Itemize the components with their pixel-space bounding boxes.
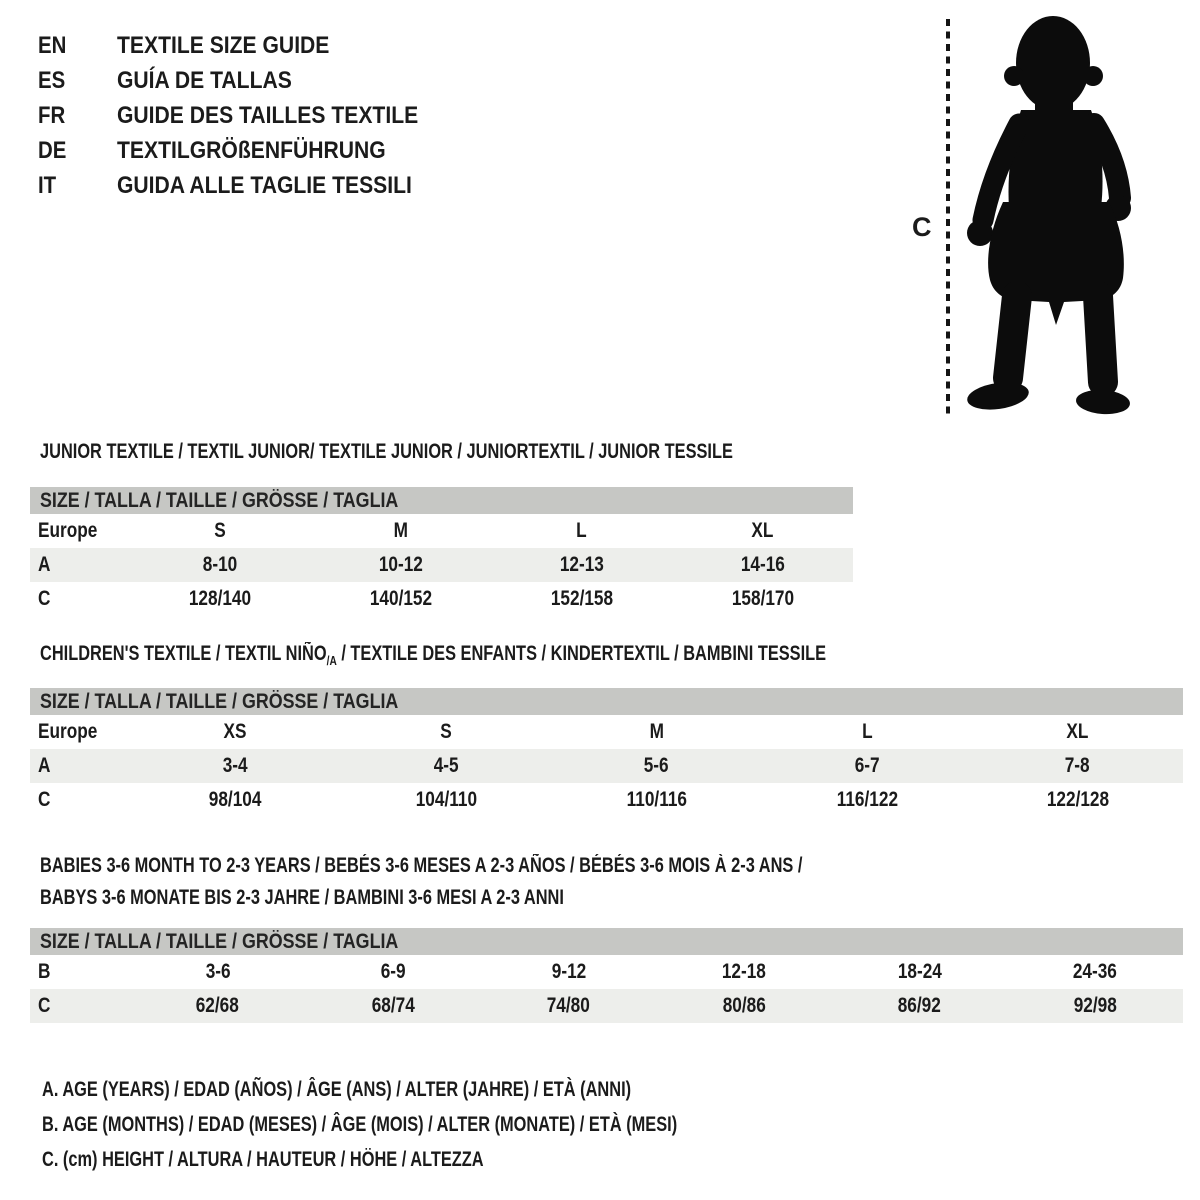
language-row bbox=[38, 133, 459, 168]
height-value: 140/152 bbox=[369, 587, 433, 610]
size-value: L bbox=[861, 720, 873, 743]
age-value: 5-6 bbox=[644, 754, 669, 777]
language-code: EN bbox=[38, 31, 67, 59]
age-value: 14-16 bbox=[740, 553, 785, 576]
language-title: TEXTILGRÖßENFÜHRUNG bbox=[117, 136, 386, 164]
language-row bbox=[38, 63, 459, 98]
junior-size-table bbox=[30, 487, 853, 616]
language-code: FR bbox=[38, 101, 66, 129]
height-value: 152/158 bbox=[550, 587, 613, 610]
language-row bbox=[38, 28, 459, 63]
legend-line-a: A. AGE (YEARS) / EDAD (AÑOS) / ÂGE (ANS) / ALTER (JAHRE) / ETÀ (ANNI) bbox=[42, 1077, 632, 1101]
row-label: B bbox=[38, 960, 51, 983]
row-label: A bbox=[38, 754, 51, 777]
age-value: 3-4 bbox=[222, 754, 248, 777]
height-value: 86/92 bbox=[898, 994, 942, 1017]
language-title: GUIDE DES TAILLES TEXTILE bbox=[117, 101, 419, 129]
size-value: M bbox=[393, 519, 409, 542]
height-value: 110/116 bbox=[626, 788, 687, 811]
height-value: 158/170 bbox=[731, 587, 794, 610]
row-label: C bbox=[38, 994, 51, 1017]
babies-size-table bbox=[30, 928, 1183, 1023]
height-value: 74/80 bbox=[547, 994, 591, 1017]
junior-section-heading: JUNIOR TEXTILE / TEXTIL JUNIOR/ TEXTILE JUNIOR / JUNIORTEXTIL / JUNIOR TESSILE bbox=[40, 440, 733, 463]
age-value: 8-10 bbox=[203, 553, 238, 576]
height-value: 92/98 bbox=[1073, 994, 1117, 1017]
height-value: 122/128 bbox=[1046, 788, 1109, 811]
height-value: 98/104 bbox=[208, 788, 262, 811]
babies-section-heading: BABIES 3-6 MONTH TO 2-3 YEARS / BEBÉS 3-6 MESES A 2-3 AÑOS / BÉBÉS 3-6 MOIS À 2-3 ANS / BABYS 3-6 MONATE BIS 2-3 JAHRE / BAMBINI 3-6 MESI A 2-3 ANNI bbox=[40, 854, 803, 909]
age-value: 3-6 bbox=[205, 960, 231, 983]
size-value: M bbox=[649, 720, 664, 743]
toddler-figure bbox=[965, 16, 1131, 416]
language-code: IT bbox=[38, 171, 57, 199]
table-row bbox=[30, 955, 1183, 989]
age-value: 12-18 bbox=[722, 960, 767, 983]
children-section-heading: CHILDREN'S TEXTILE / TEXTIL $NIÑO_{/A}$ / TEXTILE DES ENFANTS / KINDERTEXTIL / BAMBINI TESSILE bbox=[40, 642, 827, 668]
table-row bbox=[30, 715, 1183, 749]
age-value: 18-24 bbox=[897, 960, 942, 983]
size-value: S bbox=[214, 519, 227, 542]
table-row bbox=[30, 548, 853, 582]
language-title: GUIDA ALLE TAGLIE TESSILI bbox=[117, 171, 412, 199]
language-title-list bbox=[38, 28, 459, 203]
row-label: Europe bbox=[38, 720, 98, 743]
row-label: Europe bbox=[38, 519, 98, 542]
age-value: 6-9 bbox=[380, 960, 406, 983]
table-row bbox=[30, 582, 853, 616]
measure-legend bbox=[42, 1072, 856, 1177]
height-measure-label: C bbox=[912, 212, 932, 242]
size-value: L bbox=[576, 519, 588, 542]
toddler-silhouette bbox=[937, 14, 1137, 418]
height-value: 68/74 bbox=[371, 994, 415, 1017]
size-value: XS bbox=[223, 720, 247, 743]
height-value: 104/110 bbox=[415, 788, 477, 811]
language-code: DE bbox=[38, 136, 67, 164]
language-row bbox=[38, 168, 459, 203]
age-value: 4-5 bbox=[433, 754, 459, 777]
size-value: XL bbox=[751, 519, 774, 542]
children-size-table bbox=[30, 688, 1183, 817]
legend-line-c: C. (cm) HEIGHT / ALTURA / HAUTEUR / HÖHE / ALTEZZA bbox=[42, 1147, 484, 1171]
language-row bbox=[38, 98, 459, 133]
size-value: S bbox=[440, 720, 452, 743]
age-value: 6-7 bbox=[854, 754, 880, 777]
row-label: A bbox=[38, 553, 51, 576]
table-row bbox=[30, 514, 853, 548]
table-row bbox=[30, 749, 1183, 783]
language-code: ES bbox=[38, 66, 66, 94]
age-value: 10-12 bbox=[379, 553, 424, 576]
row-label: C bbox=[38, 587, 51, 610]
age-value: 24-36 bbox=[1073, 960, 1118, 983]
table-row bbox=[30, 989, 1183, 1023]
age-value: 7-8 bbox=[1065, 754, 1091, 777]
size-bar: SIZE / TALLA / TAILLE / GRÖSSE / TAGLIA bbox=[30, 928, 1183, 955]
size-value: XL bbox=[1066, 720, 1089, 743]
height-value: 62/68 bbox=[196, 994, 240, 1017]
size-bar: SIZE / TALLA / TAILLE / GRÖSSE / TAGLIA bbox=[30, 487, 853, 514]
language-title: TEXTILE SIZE GUIDE bbox=[117, 31, 330, 59]
table-row bbox=[30, 783, 1183, 817]
row-label: C bbox=[38, 788, 51, 811]
height-value: 80/86 bbox=[722, 994, 766, 1017]
language-title: GUÍA DE TALLAS bbox=[117, 66, 292, 94]
age-value: 12-13 bbox=[559, 553, 604, 576]
age-value: 9-12 bbox=[551, 960, 586, 983]
height-value: 128/140 bbox=[189, 587, 252, 610]
height-value: 116/122 bbox=[836, 788, 898, 811]
size-bar: SIZE / TALLA / TAILLE / GRÖSSE / TAGLIA bbox=[30, 688, 1183, 715]
legend-line-b: B. AGE (MONTHS) / EDAD (MESES) / ÂGE (MOIS) / ALTER (MONATE) / ETÀ (MESI) bbox=[42, 1112, 678, 1136]
